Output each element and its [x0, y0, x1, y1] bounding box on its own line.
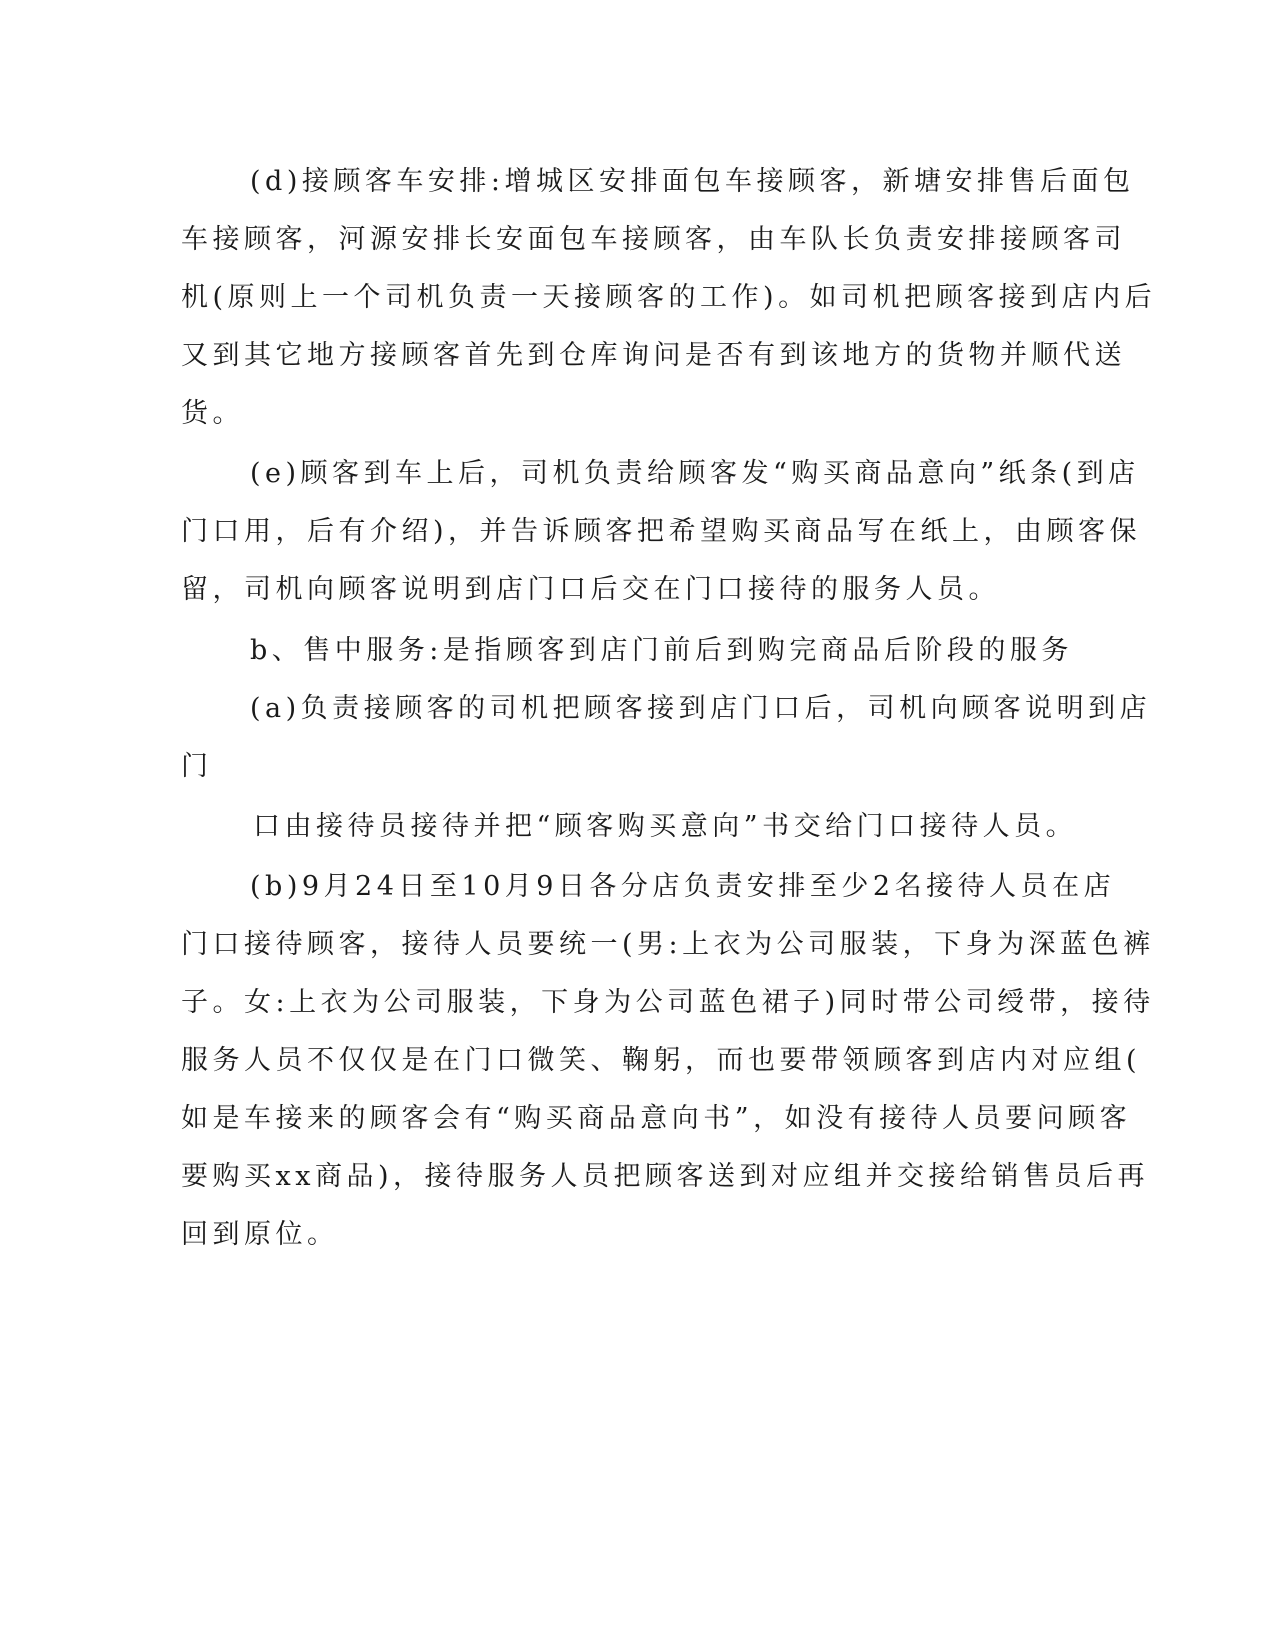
paragraph-b-line-7: 回到原位。	[181, 1219, 339, 1250]
paragraph-a-line-1: (a)负责接顾客的司机把顾客接到店门口后，司机向顾客说明到店	[250, 693, 1152, 724]
paragraph-b-line-3: 子。女:上衣为公司服装，下身为公司蓝色裙子)同时带公司绶带，接待	[181, 987, 1155, 1018]
paragraph-d-line-4: 又到其它地方接顾客首先到仓库询问是否有到该地方的货物并顺代送	[181, 340, 1126, 371]
paragraph-e-line-1: (e)顾客到车上后，司机负责给顾客发“购买商品意向”纸条(到店	[250, 458, 1140, 489]
paragraph-d-line-2: 车接顾客，河源安排长安面包车接顾客，由车队长负责安排接顾客司	[181, 224, 1126, 255]
paragraph-e-line-3: 留，司机向顾客说明到店门口后交在门口接待的服务人员。	[181, 574, 1000, 605]
paragraph-a-line-2: 门	[181, 751, 213, 782]
paragraph-b-line-5: 如是车接来的顾客会有“购买商品意向书”，如没有接待人员要问顾客	[181, 1103, 1132, 1134]
paragraph-d-line-3: 机(原则上一个司机负责一天接顾客的工作)。如司机把顾客接到店内后	[181, 282, 1157, 313]
paragraph-b-line-2: 门口接待顾客，接待人员要统一(男:上衣为公司服装，下身为深蓝色裤	[181, 929, 1155, 960]
paragraph-b-line-4: 服务人员不仅仅是在门口微笑、鞠躬，而也要带领顾客到店内对应组(	[181, 1045, 1142, 1076]
paragraph-b-line-1: (b)9月24日至10月9日各分店负责安排至少2名接待人员在店	[250, 871, 1116, 902]
section-b-heading: b、售中服务:是指顾客到店门前后到购完商品后阶段的服务	[250, 635, 1073, 666]
paragraph-b-line-6: 要购买xx商品)，接待服务人员把顾客送到对应组并交接给销售员后再	[181, 1161, 1149, 1192]
paragraph-d-line-1: (d)接顾客车安排:增城区安排面包车接顾客，新塘安排售后面包	[250, 166, 1135, 197]
paragraph-e-line-2: 门口用，后有介绍)，并告诉顾客把希望购买商品写在纸上，由顾客保	[181, 516, 1142, 547]
paragraph-a-line-3: 口由接待员接待并把“顾客购买意向”书交给门口接待人员。	[253, 811, 1078, 842]
paragraph-d-line-5: 货。	[181, 398, 244, 429]
